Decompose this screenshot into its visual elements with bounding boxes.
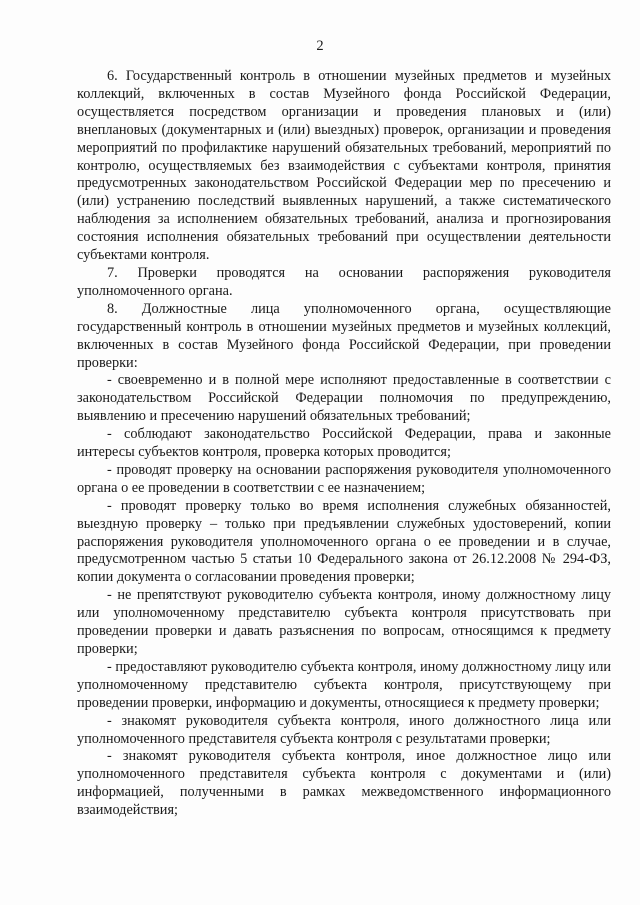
document-body <box>77 68 611 820</box>
list-item-duty-1: - своевременно и в полной мере исполняют предоставленные в соответствии с законодательством Российской Федерации полномочия по предупреждению, выявлению и пресечению нарушений обязательных требований; <box>77 372 611 425</box>
list-item-duty-2: - соблюдают законодательство Российской Федерации, права и законные интересы субъектов контроля, проверка которых проводится; <box>77 426 611 461</box>
list-item-duty-6: - предоставляют руководителю субъекта контроля, иному должностному лицу или уполномоченному представителю субъекта контроля, присутствующему при проведении проверки, информацию и документы, относящиеся к предмету проверки; <box>77 658 611 711</box>
list-item-duty-8: - знакомят руководителя субъекта контроля, иное должностное лицо или уполномоченного представителя субъекта контроля с документами и (или) информацией, полученными в рамках межведомственного информационного взаимодействия; <box>77 748 611 819</box>
list-item-duty-3: - проводят проверку на основании распоряжения руководителя уполномоченного органа о ее проведении в соответствии с ее назначением; <box>77 461 611 496</box>
paragraph-6-state-control: 6. Государственный контроль в отношении музейных предметов и музейных коллекций, включенных в состав Музейного фонда Российской Федерации, осуществляется посредством организации и проведения плановых и (или) внеплановых (документарных и (или) выездных) проверок, организации и проведения мероприятий по профилактике нарушений обязательных требований, мероприятий по контролю, осуществляемых без взаимодействия с субъектами контроля, принятия предусмотренных законодательством Российской Федерации мер по пресечению и (или) устранению последствий выявленных нарушений, а также систематического наблюдения за исполнением обязательных требований, анализа и прогнозирования состояния исполнения обязательных требований при осуществлении деятельности субъектами контроля. <box>77 68 611 264</box>
paragraph-8-officials-duties: 8. Должностные лица уполномоченного органа, осуществляющие государственный контроль в отношении музейных предметов и музейных коллекций, включенных в состав Музейного фонда Российской Федерации, при проведении проверки: <box>77 300 611 371</box>
list-item-duty-7: - знакомят руководителя субъекта контроля, иного должностного лица или уполномоченного представителя субъекта контроля с результатами проверки; <box>77 712 611 747</box>
list-item-duty-4: - проводят проверку только во время исполнения служебных обязанностей, выездную проверку – только при предъявлении служебных удостоверений, копии распоряжения руководителя уполномоченного органа о ее проведении и в случае, предусмотренном частью 5 статьи 10 Федерального закона от 26.12.2008 № 294-ФЗ, копии документа о согласовании проведения проверки; <box>77 497 611 586</box>
page-number: 2 <box>316 38 324 54</box>
paragraph-7-inspections-basis: 7. Проверки проводятся на основании распоряжения руководителя уполномоченного органа. <box>77 264 611 299</box>
list-item-duty-5: - не препятствуют руководителю субъекта контроля, иному должностному лицу или уполномоченному представителю субъекта контроля присутствовать при проведении проверки и давать разъяснения по вопросам, относящимся к предмету проверки; <box>77 587 611 657</box>
